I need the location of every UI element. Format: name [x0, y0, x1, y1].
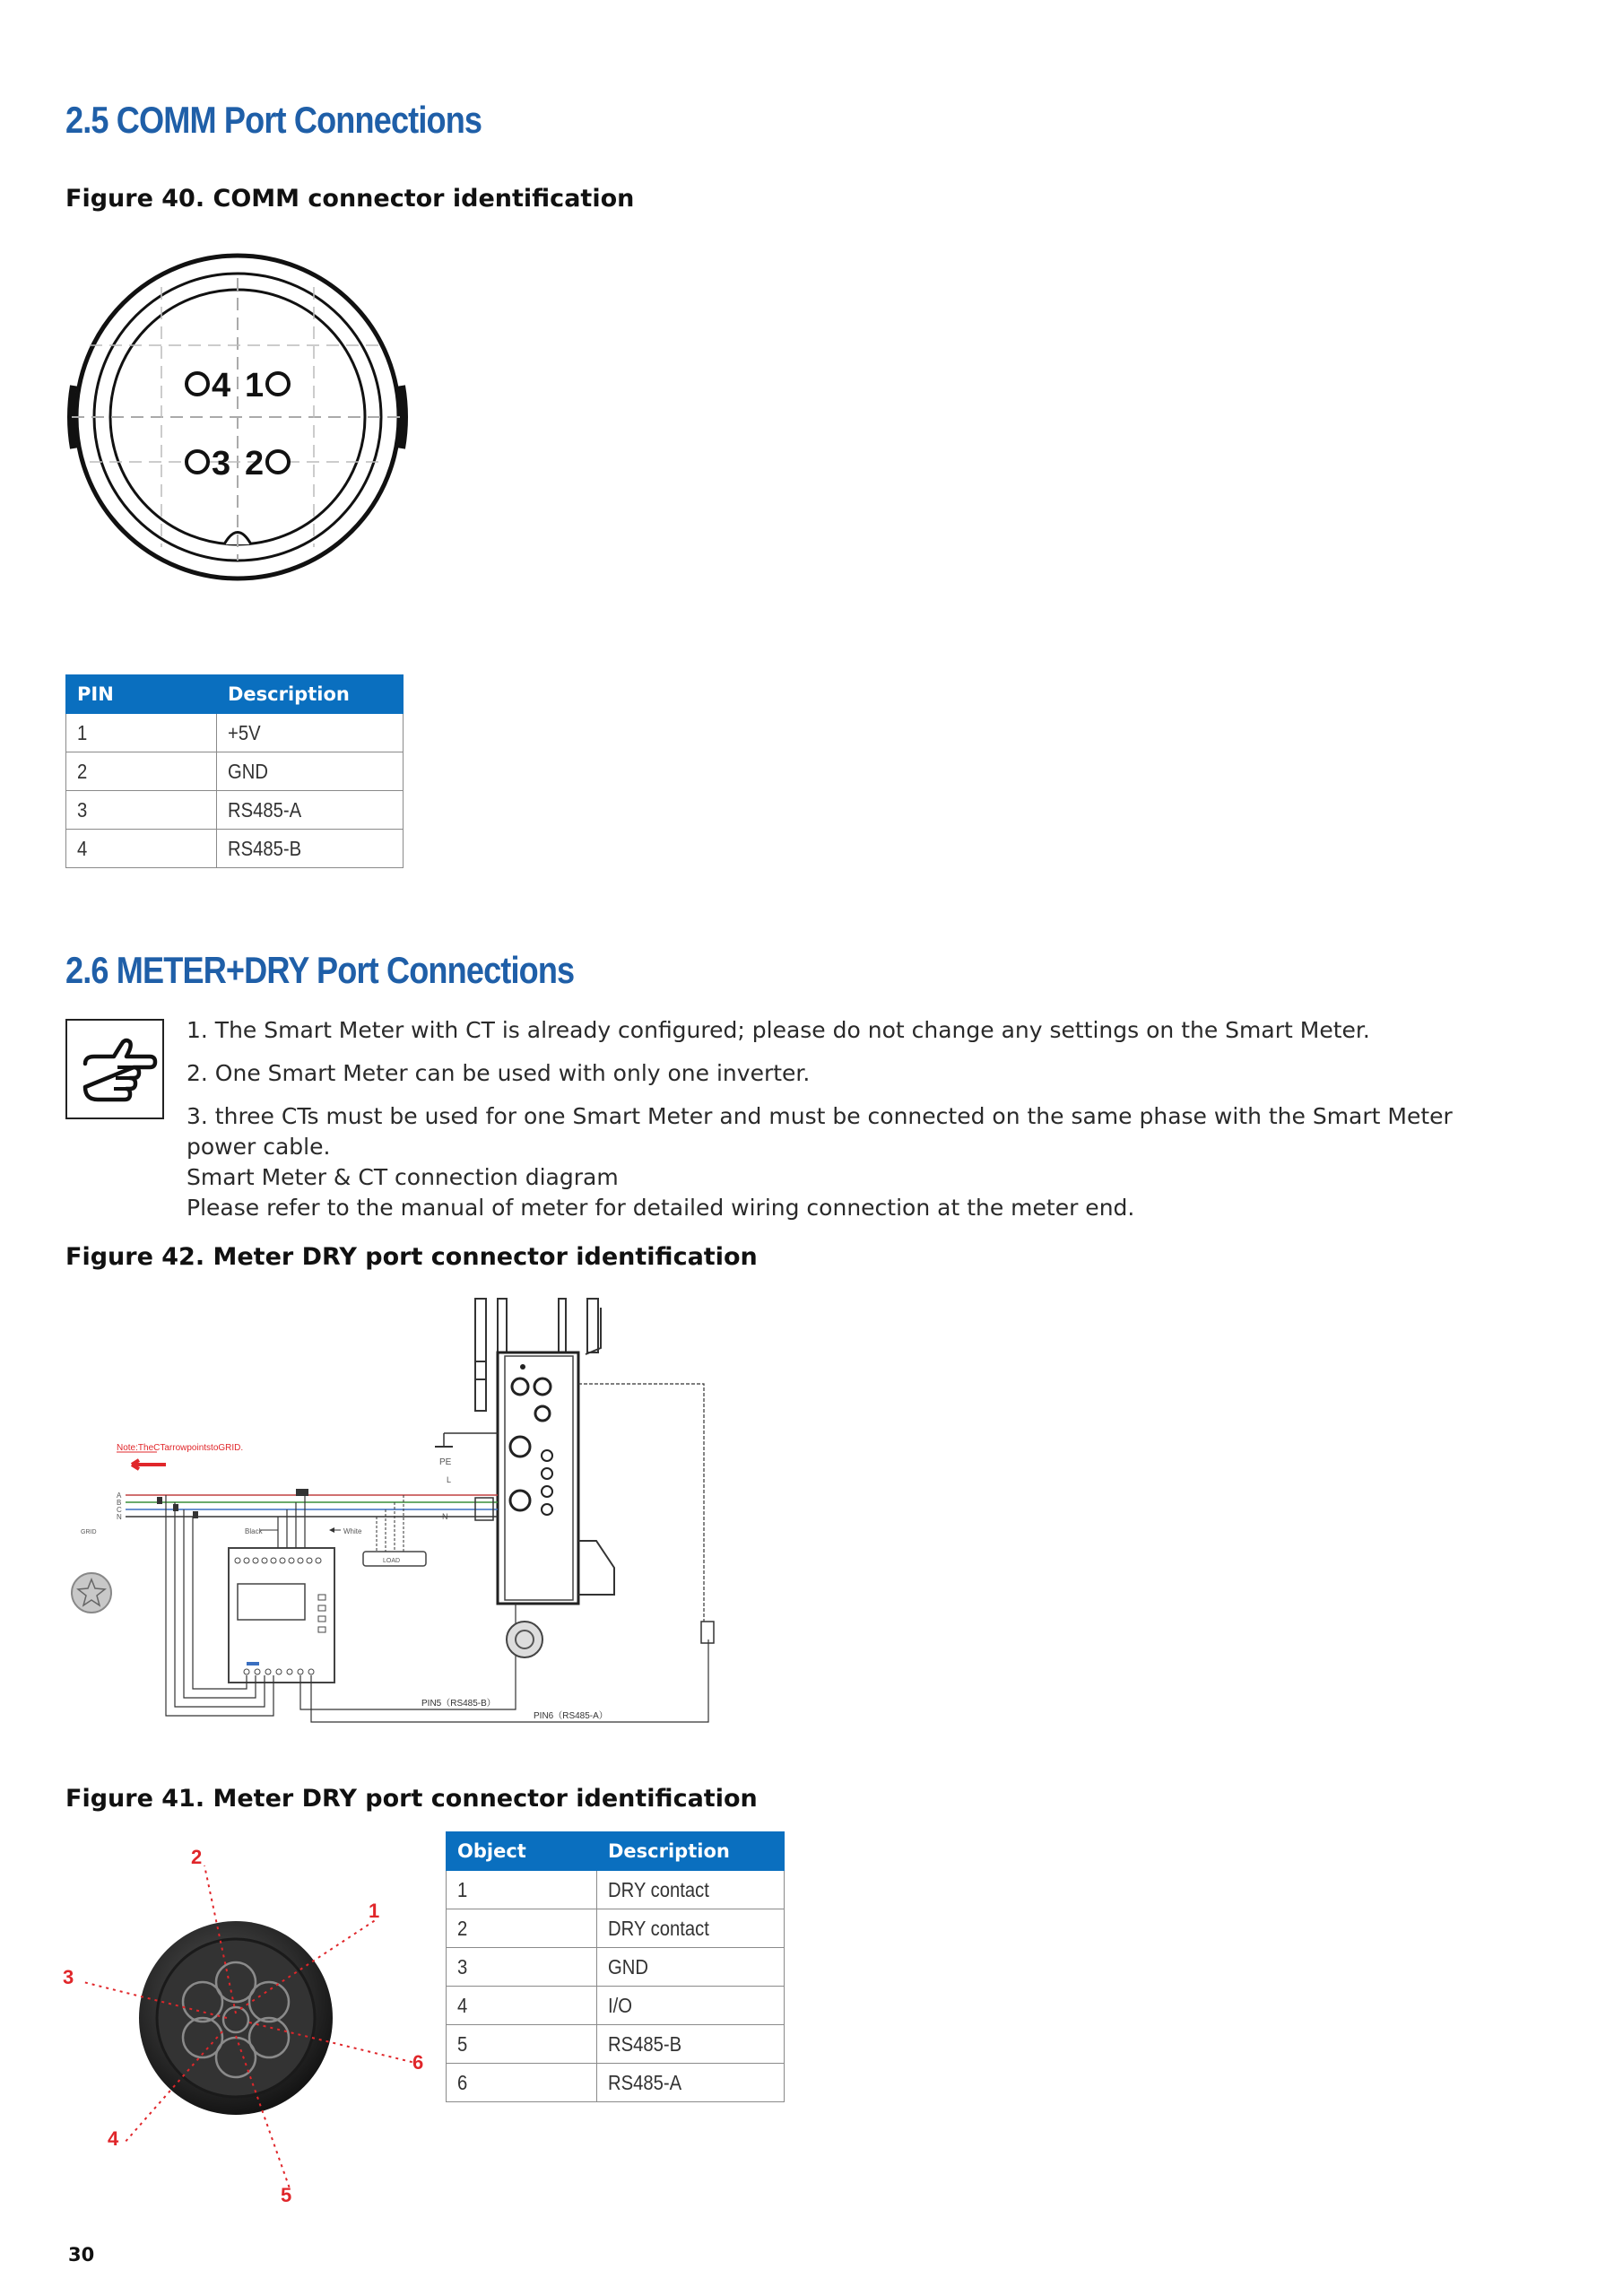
description-value: GND	[228, 759, 268, 783]
description-cell	[217, 714, 404, 752]
dry-pin-label-6: 6	[412, 2051, 424, 2074]
description-cell	[597, 1948, 785, 1987]
object-value: 6	[457, 2070, 468, 2094]
comm-pin-label-1: 1	[245, 367, 265, 404]
note-box	[65, 1019, 164, 1119]
pe-label: PE	[439, 1457, 452, 1467]
table-header-row	[66, 675, 404, 714]
comm-pin-label-2: 2	[245, 445, 265, 483]
comm-pin-4-hole	[187, 373, 208, 395]
pointing-hand-icon	[67, 1021, 166, 1121]
pin-value: 3	[77, 797, 88, 822]
table-row	[447, 1948, 785, 1987]
comm-pin-2-hole	[267, 451, 289, 473]
figure-40-caption: Figure 40. COMM connector identification	[65, 185, 635, 213]
note-item-diagram-title: Smart Meter & CT connection diagram	[187, 1164, 619, 1190]
object-value: 4	[457, 1993, 468, 2017]
ct-arrow-note: Note:TheCTarrowpointstoGRID.	[117, 1443, 244, 1453]
ct-direction-arrow-icon	[132, 1460, 166, 1469]
table-row	[447, 1987, 785, 2025]
section-title-comm: 2.5 COMM Port Connections	[65, 99, 482, 141]
object-cell	[447, 2025, 597, 2064]
description-cell	[597, 2064, 785, 2102]
dry-port-connector-figure	[61, 1839, 447, 2215]
load-label: LOAD	[383, 1558, 401, 1564]
meter-wiring-diagram	[67, 1299, 749, 1738]
object-cell	[447, 1948, 597, 1987]
table-row	[66, 830, 404, 868]
pin-value: 4	[77, 836, 88, 860]
note-item-2: 2. One Smart Meter can be used with only one inverter.	[187, 1060, 811, 1086]
description-cell	[217, 791, 404, 830]
page-number: 30	[68, 2244, 95, 2266]
pin-cell	[66, 752, 217, 791]
description-cell	[597, 2025, 785, 2064]
column-header-description: Description	[217, 675, 404, 714]
dry-pin-label-1: 1	[369, 1900, 380, 1922]
phase-label-n: N	[117, 1513, 122, 1521]
pin-cell	[66, 714, 217, 752]
comm-pin-table	[65, 674, 404, 868]
description-cell	[597, 1909, 785, 1948]
description-value: +5V	[228, 720, 261, 744]
note-item-3: 3. three CTs must be used for one Smart Meter and must be connected on the same phase with the Smart Meter power cable.	[187, 1103, 1453, 1160]
phase-label-b: B	[117, 1499, 122, 1507]
comm-connector-figure	[63, 251, 412, 583]
pin5-label: PIN5（RS485-B）	[421, 1699, 496, 1709]
description-cell	[597, 1987, 785, 2025]
pin6-label: PIN6（RS485-A）	[534, 1711, 608, 1721]
table-row	[447, 2064, 785, 2102]
description-value: RS485-A	[228, 797, 302, 822]
table-header-row	[447, 1832, 785, 1871]
l-label: L	[447, 1475, 452, 1484]
object-value: 2	[457, 1916, 468, 1940]
black-wire-label: Black	[245, 1527, 263, 1535]
table-row	[66, 714, 404, 752]
object-cell	[447, 1987, 597, 2025]
section-title-meter: 2.6 METER+DRY Port Connections	[65, 949, 575, 991]
dry-pin-label-2: 2	[191, 1846, 203, 1868]
table-row	[66, 752, 404, 791]
note-item-refer-manual: Please refer to the manual of meter for detailed wiring connection at the meter end.	[187, 1195, 1135, 1221]
column-header-object: Object	[447, 1832, 597, 1871]
table-row	[447, 1909, 785, 1948]
description-cell	[217, 830, 404, 868]
description-value: DRY contact	[608, 1877, 709, 1901]
pin-cell	[66, 791, 217, 830]
dry-port-table	[446, 1831, 785, 2102]
n-label: N	[442, 1512, 448, 1521]
description-value: RS485-A	[608, 2070, 682, 2094]
object-cell	[447, 2064, 597, 2102]
column-header-description: Description	[597, 1832, 785, 1871]
table-row	[447, 1871, 785, 1909]
comm-pin-1-hole	[267, 373, 289, 395]
object-cell	[447, 1871, 597, 1909]
phase-label-a: A	[117, 1492, 122, 1500]
dry-pin-label-3: 3	[63, 1966, 74, 1988]
pin-value: 2	[77, 759, 88, 783]
grid-label: GRID	[81, 1529, 97, 1535]
dry-pin-label-4: 4	[108, 2127, 119, 2150]
pin-cell	[66, 830, 217, 868]
description-cell	[217, 752, 404, 791]
object-cell	[447, 1909, 597, 1948]
object-value: 3	[457, 1954, 468, 1979]
table-row	[447, 2025, 785, 2064]
comm-pin-label-3: 3	[212, 445, 231, 483]
phase-label-c: C	[117, 1506, 122, 1514]
object-value: 5	[457, 2031, 468, 2056]
comm-pin-label-4: 4	[212, 367, 231, 404]
table-row	[66, 791, 404, 830]
description-value: I/O	[608, 1993, 632, 2017]
figure-42-caption: Figure 42. Meter DRY port connector identification	[65, 1243, 758, 1271]
comm-pin-3-hole	[187, 451, 208, 473]
column-header-pin: PIN	[66, 675, 217, 714]
dry-connector-small-icon	[507, 1622, 542, 1657]
note-item-1: 1. The Smart Meter with CT is already configured; please do not change any settings on the Smart Meter.	[187, 1017, 1370, 1043]
note-list	[187, 1015, 1478, 1223]
dry-pin-label-5: 5	[281, 2184, 292, 2206]
description-value: DRY contact	[608, 1916, 709, 1940]
description-cell	[597, 1871, 785, 1909]
object-value: 1	[457, 1877, 468, 1901]
white-wire-label: White	[343, 1527, 362, 1535]
description-value: GND	[608, 1954, 648, 1979]
figure-41-caption: Figure 41. Meter DRY port connector identification	[65, 1785, 758, 1813]
description-value: RS485-B	[228, 836, 302, 860]
pin-value: 1	[77, 720, 88, 744]
description-value: RS485-B	[608, 2031, 682, 2056]
